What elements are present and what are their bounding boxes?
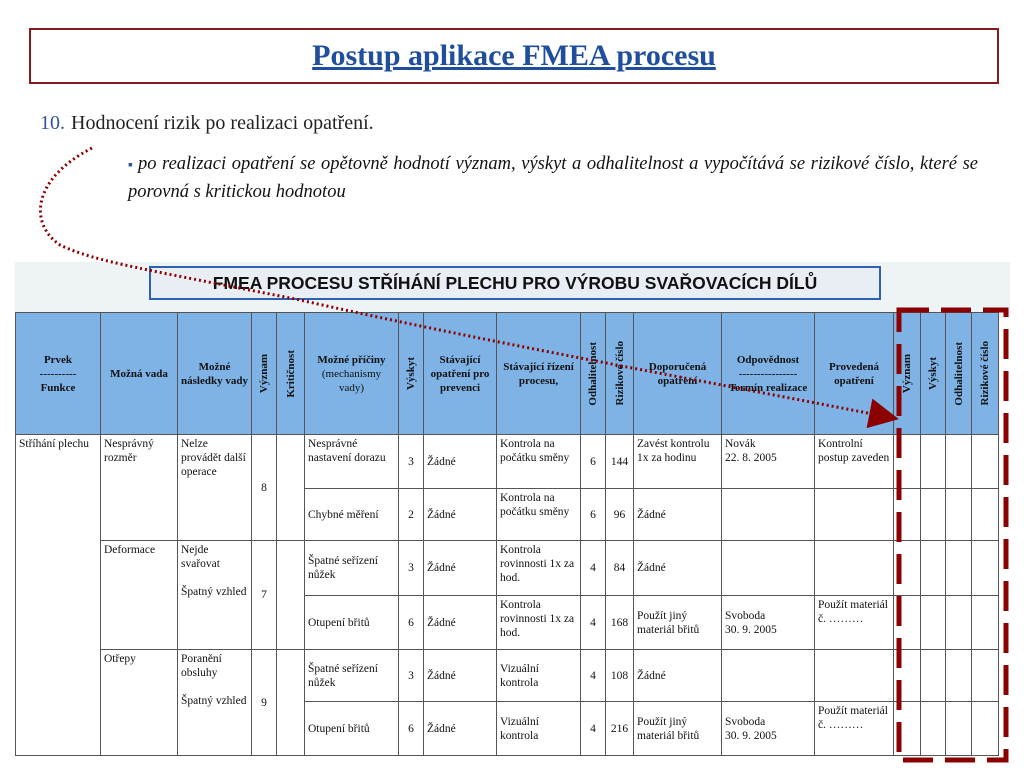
rizeni-cell: Kontrola na počátku směny xyxy=(497,435,581,489)
rizeni-cell: Vizuální kontrola xyxy=(497,702,581,756)
hdr-mozne-nasledky: Možné následky vady xyxy=(178,313,252,435)
vyskyt-cell: 3 xyxy=(399,541,424,596)
empty-cell xyxy=(972,435,999,489)
odpovednost-cell xyxy=(722,541,815,596)
empty-cell xyxy=(946,541,972,596)
bullet-icon: ▪ xyxy=(128,158,134,173)
kriticnost-cell xyxy=(277,435,305,541)
doporucena-cell: Žádné xyxy=(634,650,722,702)
empty-cell xyxy=(894,489,921,541)
vyskyt-cell: 3 xyxy=(399,435,424,489)
prevence-cell: Žádné xyxy=(424,489,497,541)
header-row xyxy=(16,313,999,435)
rpn-cell: 96 xyxy=(606,489,634,541)
prevence-cell: Žádné xyxy=(424,435,497,489)
doporucena-cell: Žádné xyxy=(634,541,722,596)
rpn-cell: 216 xyxy=(606,702,634,756)
pricina-cell: Špatné seřízení nůžek xyxy=(305,541,399,596)
vyskyt-cell: 2 xyxy=(399,489,424,541)
empty-cell xyxy=(894,435,921,489)
provedena-cell: Použít materiál č. ……… xyxy=(815,702,894,756)
odhal-cell: 4 xyxy=(581,650,606,702)
empty-cell xyxy=(946,489,972,541)
empty-cell xyxy=(946,702,972,756)
hdr-kriticnost: Kritičnost xyxy=(277,313,305,435)
sub-point-text: po realizaci opatření se opětovně hodnotí význam, výskyt a odhalitelnost a vypočítává se rizikové číslo, které se porovná s kritickou hodnotou xyxy=(128,154,979,202)
prvek-cell: Stříhání plechu xyxy=(16,435,101,756)
odhal-cell: 4 xyxy=(581,541,606,596)
hdr-prvek: Prvek ---------- Funkce xyxy=(16,313,101,435)
point-text: Hodnocení rizik po realizaci opatření. xyxy=(71,112,374,134)
empty-cell xyxy=(894,650,921,702)
odhal-cell: 6 xyxy=(581,489,606,541)
hdr-vyznam-2: Význam xyxy=(894,313,921,435)
empty-cell xyxy=(972,541,999,596)
hdr-stavajici-rizeni: Stávající řízení procesu, xyxy=(497,313,581,435)
hdr-stavajici-opatreni: Stávající opatření pro prevenci xyxy=(424,313,497,435)
hdr-vyskyt: Výskyt xyxy=(399,313,424,435)
provedena-cell: Použít materiál č. ……… xyxy=(815,596,894,650)
empty-cell xyxy=(946,650,972,702)
odhal-cell: 6 xyxy=(581,435,606,489)
prevence-cell: Žádné xyxy=(424,541,497,596)
provedena-cell: Kontrolní postup zaveden xyxy=(815,435,894,489)
vyznam-cell: 9 xyxy=(252,650,277,756)
odpovednost-cell: Svoboda 30. 9. 2005 xyxy=(722,596,815,650)
empty-cell xyxy=(972,596,999,650)
doporucena-cell: Zavést kontrolu 1x za hodinu xyxy=(634,435,722,489)
pricina-cell: Chybné měření xyxy=(305,489,399,541)
empty-cell xyxy=(921,541,946,596)
nasledky-cell: Nelze provádět další operace xyxy=(178,435,252,541)
odpovednost-cell: Svoboda 30. 9. 2005 xyxy=(722,702,815,756)
hdr-rizikove-cislo-2: Rizikové číslo xyxy=(972,313,999,435)
empty-cell xyxy=(972,702,999,756)
vada-cell: Otřepy xyxy=(101,650,178,756)
kriticnost-cell xyxy=(277,650,305,756)
table-row xyxy=(16,541,999,596)
rpn-cell: 108 xyxy=(606,650,634,702)
empty-cell xyxy=(921,702,946,756)
hdr-odhalitelnost-2: Odhalitelnost xyxy=(946,313,972,435)
empty-cell xyxy=(972,650,999,702)
odpovednost-cell xyxy=(722,650,815,702)
slide-title: Postup aplikace FMEA procesu xyxy=(312,39,716,72)
empty-cell xyxy=(946,435,972,489)
pricina-cell: Otupení břitů xyxy=(305,702,399,756)
point-10 xyxy=(40,112,374,135)
empty-cell xyxy=(946,596,972,650)
rizeni-cell: Kontrola rovinnosti 1x za hod. xyxy=(497,596,581,650)
vyskyt-cell: 6 xyxy=(399,702,424,756)
empty-cell xyxy=(972,489,999,541)
hdr-odhalitelnost: Odhalitelnost xyxy=(581,313,606,435)
sub-point xyxy=(128,151,978,205)
vada-cell: Nesprávný rozměr xyxy=(101,435,178,541)
hdr-rizikove-cislo: Rizikové číslo xyxy=(606,313,634,435)
prevence-cell: Žádné xyxy=(424,596,497,650)
empty-cell xyxy=(894,596,921,650)
vyskyt-cell: 3 xyxy=(399,650,424,702)
hdr-vyskyt-2: Výskyt xyxy=(921,313,946,435)
odpovednost-cell xyxy=(722,489,815,541)
odhal-cell: 4 xyxy=(581,702,606,756)
doporucena-cell: Žádné xyxy=(634,489,722,541)
hdr-odpovednost: Odpovědnost ---------------- Termín realizace xyxy=(722,313,815,435)
vyznam-cell: 7 xyxy=(252,541,277,650)
table-row xyxy=(16,435,999,489)
rpn-cell: 144 xyxy=(606,435,634,489)
vada-cell: Deformace xyxy=(101,541,178,650)
empty-cell xyxy=(921,650,946,702)
prevence-cell: Žádné xyxy=(424,702,497,756)
provedena-cell xyxy=(815,541,894,596)
empty-cell xyxy=(921,489,946,541)
hdr-vyznam: Význam xyxy=(252,313,277,435)
rizeni-cell: Vizuální kontrola xyxy=(497,650,581,702)
pricina-cell: Nesprávné nastavení dorazu xyxy=(305,435,399,489)
hdr-doporucena: Doporučená opatření xyxy=(634,313,722,435)
rpn-cell: 84 xyxy=(606,541,634,596)
vyskyt-cell: 6 xyxy=(399,596,424,650)
odpovednost-cell: Novák 22. 8. 2005 xyxy=(722,435,815,489)
point-number: 10. xyxy=(40,112,65,134)
hdr-provedena: Provedená opatření xyxy=(815,313,894,435)
provedena-cell xyxy=(815,650,894,702)
rizeni-cell: Kontrola na počátku směny xyxy=(497,489,581,541)
rizeni-cell: Kontrola rovinnosti 1x za hod. xyxy=(497,541,581,596)
table-row xyxy=(16,650,999,702)
doporucena-cell: Použít jiný materiál břitů xyxy=(634,596,722,650)
pricina-cell: Špatné seřízení nůžek xyxy=(305,650,399,702)
fmea-title: FMEA PROCESU STŘÍHÁNÍ PLECHU PRO VÝROBU SVAŘOVACÍCH DÍLŮ xyxy=(149,266,881,300)
doporucena-cell: Použít jiný materiál břitů xyxy=(634,702,722,756)
empty-cell xyxy=(894,702,921,756)
kriticnost-cell xyxy=(277,541,305,650)
fmea-table xyxy=(15,312,999,756)
provedena-cell xyxy=(815,489,894,541)
odhal-cell: 4 xyxy=(581,596,606,650)
slide-title-box xyxy=(29,28,999,84)
empty-cell xyxy=(921,596,946,650)
nasledky-cell: Poranění obsluhy Špatný vzhled xyxy=(178,650,252,756)
vyznam-cell: 8 xyxy=(252,435,277,541)
prevence-cell: Žádné xyxy=(424,650,497,702)
empty-cell xyxy=(894,541,921,596)
hdr-mozna-vada: Možná vada xyxy=(101,313,178,435)
hdr-mozne-priciny: Možné příčiny (mechanismy vady) xyxy=(305,313,399,435)
nasledky-cell: Nejde svařovat Špatný vzhled xyxy=(178,541,252,650)
pricina-cell: Otupení břitů xyxy=(305,596,399,650)
rpn-cell: 168 xyxy=(606,596,634,650)
empty-cell xyxy=(921,435,946,489)
